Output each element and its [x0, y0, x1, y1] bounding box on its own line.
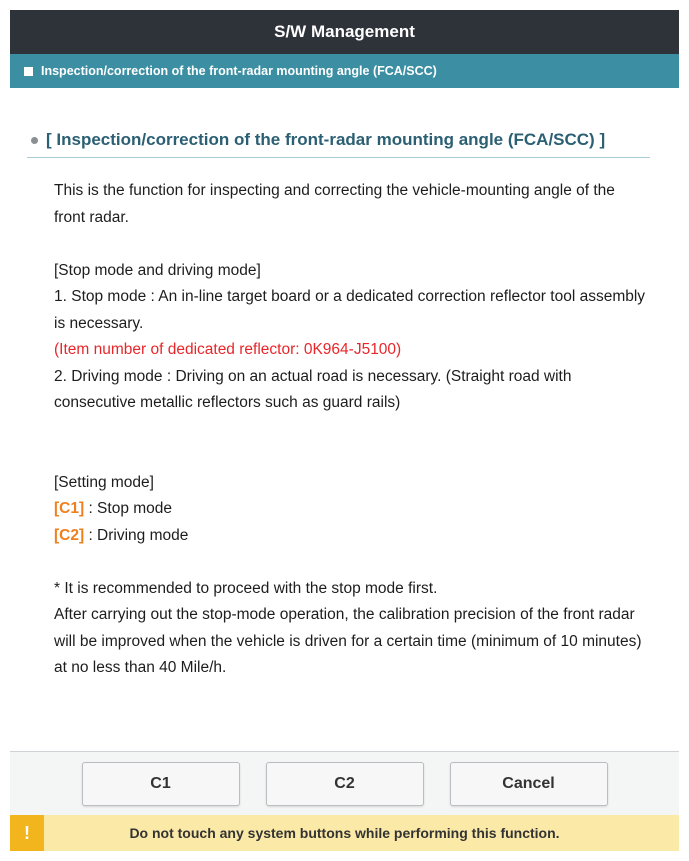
stop-mode-text: 1. Stop mode : An in-line target board or a dedicated correction reflector tool assembly is necessary.: [54, 288, 646, 332]
setting-c2-line: [54, 523, 647, 550]
warning-bar: [10, 815, 679, 851]
warning-text: Do not touch any system buttons while performing this function.: [129, 825, 560, 841]
button-bar: [10, 751, 679, 815]
sw-management-dialog: [10, 10, 679, 851]
modes-header: [Stop mode and driving mode]: [54, 261, 261, 279]
exclamation-warning-icon: !: [10, 815, 44, 851]
c1-code: [C1]: [54, 500, 85, 517]
function-subtitle: Inspection/correction of the front-radar mounting angle (FCA/SCC): [41, 64, 437, 78]
setting-mode-header: [Setting mode]: [54, 473, 154, 491]
dialog-title: S/W Management: [274, 22, 415, 41]
cancel-button[interactable]: Cancel: [450, 762, 608, 806]
precision-note-text: After carrying out the stop-mode operation, the calibration precision of the front radar will be improved when the vehicle is driven for a certain time (minimum of 10 minutes) at no less than 40 Mile/h.: [54, 606, 642, 676]
section-heading: [ Inspection/correction of the front-radar mounting angle (FCA/SCC) ]: [46, 130, 606, 149]
recommendation-text: * It is recommended to proceed with the stop mode first.: [54, 579, 438, 597]
content-area: [10, 88, 679, 682]
c1-description: : Stop mode: [84, 500, 173, 517]
circle-bullet-icon: [31, 137, 38, 144]
intro-text: This is the function for inspecting and correcting the vehicle-mounting angle of the front radar.: [54, 182, 615, 226]
c2-code: [C2]: [54, 526, 85, 544]
function-subtitle-bar: [10, 54, 679, 88]
square-bullet-icon: [24, 67, 33, 76]
section-heading-row: [27, 130, 650, 158]
c2-description: : Driving mode: [84, 526, 189, 544]
dialog-title-bar: [10, 10, 679, 54]
c1-button[interactable]: C1: [82, 762, 240, 806]
reflector-item-note: (Item number of dedicated reflector: 0K964-J5100): [54, 341, 402, 358]
description-text: [27, 158, 647, 682]
c2-button[interactable]: C2: [266, 762, 424, 806]
driving-mode-text: 2. Driving mode : Driving on an actual road is necessary. (Straight road with consecutive metallic reflectors such as guard rails): [54, 367, 572, 411]
setting-c1-line: [54, 496, 647, 523]
